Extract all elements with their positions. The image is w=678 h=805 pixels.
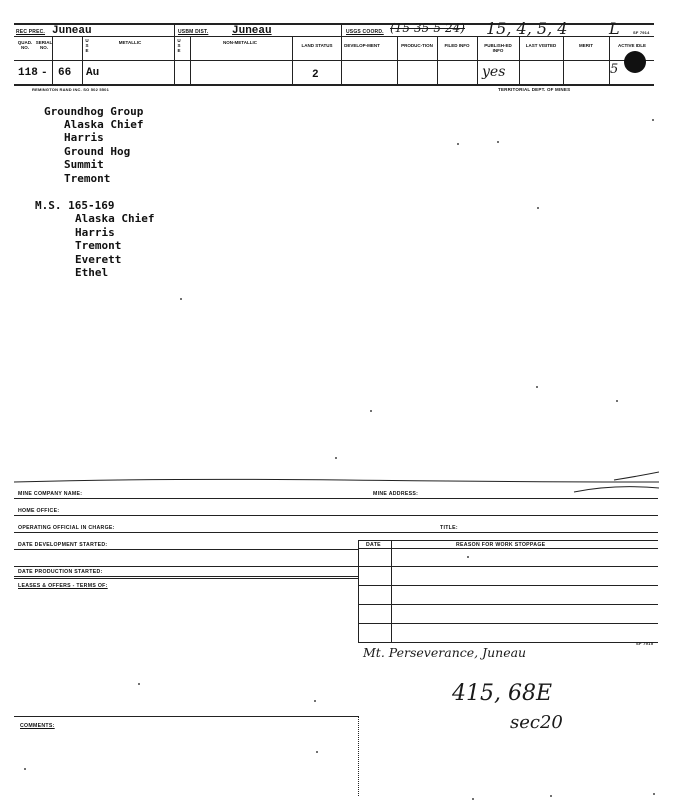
speck: [138, 683, 140, 685]
row-published-info: yes: [482, 64, 506, 80]
row-active: 5: [610, 62, 619, 77]
handwritten-location: Mt. Perseverance, Juneau: [363, 645, 527, 660]
leases-label: LEASES & OFFERS - TERMS OF:: [18, 583, 108, 589]
ms-item: Harris: [75, 226, 115, 239]
ms-item: Everett: [75, 253, 122, 266]
usgs-coord-value: 15, 4, 5, 4: [486, 19, 568, 38]
ms-item: Alaska Chief: [75, 212, 155, 225]
group-item: Summit: [64, 158, 104, 171]
speck: [536, 386, 538, 388]
usbm-dist-value: Juneau: [232, 25, 272, 37]
row-serial-no: 66: [58, 67, 72, 79]
speck: [616, 400, 618, 402]
usgs-coord-label: USGS COORD.: [346, 29, 384, 35]
mine-address-label: MINE ADDRESS:: [373, 491, 419, 497]
col-merit: MERIT: [579, 43, 593, 48]
printer-line-left: REMINGTON RAND INC. SO 502 5501: [32, 87, 110, 92]
groundhog-group-heading: Groundhog Group: [44, 105, 144, 118]
col-metallic: METALLIC: [118, 40, 142, 45]
group-item: Ground Hog: [64, 145, 131, 158]
comments-label: COMMENTS:: [20, 723, 55, 729]
date-production-label: DATE PRODUCTION STARTED:: [18, 569, 103, 575]
active-marker: [624, 51, 646, 73]
col-filed-info: FILED INFO: [444, 43, 470, 48]
col-land-status: LAND STATUS: [301, 43, 333, 48]
speck: [457, 143, 459, 145]
ms-item: Ethel: [75, 266, 109, 279]
handwritten-section: sec20: [510, 712, 563, 733]
col-u-s-e-nonmetallic: U S E: [177, 38, 181, 53]
col-active: ACTIVE IDLE: [617, 43, 646, 48]
row-land-status: 2: [312, 69, 319, 81]
usgs-coord-letter: L: [609, 19, 620, 38]
usgs-coord-struck: (15-35-5-24): [390, 21, 465, 35]
reason-column-header: REASON FOR WORK STOPPAGE: [456, 542, 546, 548]
speck: [472, 798, 474, 800]
rec-prec-label: REC PREC.: [16, 29, 46, 35]
group-item: Tremont: [64, 172, 111, 185]
col-nonmetallic: NON-METALLIC: [223, 40, 257, 45]
operating-official-label: OPERATING OFFICIAL IN CHARGE:: [18, 525, 115, 531]
usbm-dist-label: USBM DIST.: [178, 29, 209, 35]
speck: [537, 207, 539, 209]
tear-line: [14, 470, 659, 500]
form-code-top: SF 7914: [633, 30, 650, 35]
handwritten-figure: 415, 68E: [452, 681, 553, 706]
group-item: Harris: [64, 131, 104, 144]
col-production: PRODUC-TION: [401, 43, 433, 48]
col-serial: SERIAL NO.: [35, 40, 53, 50]
date-development-label: DATE DEVELOPMENT STARTED:: [18, 542, 108, 548]
col-last-visited: LAST VISITED: [525, 43, 557, 48]
mineral-survey-heading: M.S. 165-169: [35, 199, 115, 212]
mine-company-name-label: MINE COMPANY NAME:: [18, 491, 83, 497]
form-code-bottom: SF 7915: [636, 641, 654, 646]
col-development: DEVELOP-MENT: [344, 43, 380, 48]
group-item: Alaska Chief: [64, 118, 144, 131]
speck: [314, 700, 316, 702]
ms-item: Tremont: [75, 239, 122, 252]
speck: [335, 457, 337, 459]
title-label: TITLE:: [440, 525, 458, 531]
col-published-info: PUBLISH-ED INFO: [484, 43, 512, 53]
rec-prec-value: Juneau: [52, 25, 92, 37]
speck: [550, 795, 552, 797]
speck: [652, 119, 654, 121]
speck: [497, 141, 499, 143]
row-quad-no: 118: [18, 67, 38, 79]
date-column-header: DATE: [366, 542, 381, 548]
speck: [653, 793, 655, 795]
home-office-label: HOME OFFICE:: [18, 508, 60, 514]
speck: [180, 298, 182, 300]
speck: [316, 751, 318, 753]
speck: [370, 410, 372, 412]
speck: [467, 556, 469, 558]
col-u-s-e-metallic: U S E: [85, 38, 89, 53]
row-metallic: Au: [86, 67, 100, 79]
printer-line-right: TERRITORIAL DEPT. OF MINES: [498, 87, 571, 92]
row-dash: -: [41, 67, 48, 79]
speck: [24, 768, 26, 770]
col-quad: QUAD. NO.: [17, 40, 33, 50]
